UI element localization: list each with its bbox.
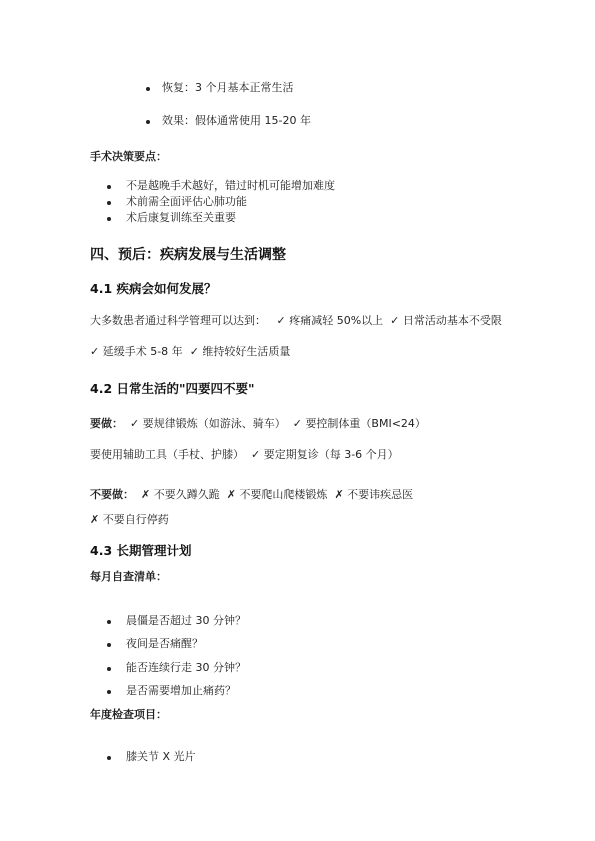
bullet-icon (146, 120, 150, 124)
check-icon: ✓ (189, 345, 199, 358)
bullet-icon (107, 756, 111, 760)
subsection-title: 4.1 疾病会如何发展？ (90, 281, 217, 296)
dont-item: 不要讳疾忌医 (347, 488, 414, 501)
list-item: 不是越晚手术越好，错过时机可能增加难度 (126, 179, 335, 192)
cross-icon: ✗ (226, 488, 236, 501)
bullet-icon (107, 620, 111, 624)
section-title: 四、预后：疾病发展与生活调整 (90, 247, 286, 263)
bullet-icon (107, 690, 111, 694)
list-item: 是否需要增加止痛药？ (126, 684, 236, 697)
do-paragraph (90, 416, 426, 432)
dont-paragraph (90, 487, 413, 503)
dont-item: 不要爬山爬楼锻炼 (239, 488, 328, 501)
do-item: 要控制体重（BMI<24） (305, 417, 426, 430)
check-icon: ✓ (276, 314, 286, 327)
list-item: 术前需全面评估心肺功能 (126, 195, 247, 208)
bullet-icon (107, 667, 111, 671)
monthly-heading: 每月自查清单： (90, 570, 167, 583)
list-item: 膝关节 X 光片 (126, 750, 196, 763)
list-item: 术后康复训练至关重要 (126, 211, 236, 224)
cross-icon: ✗ (141, 488, 151, 501)
do-item: 要使用辅助工具（手杖、护膝） (90, 448, 244, 461)
check-icon: ✓ (130, 417, 140, 430)
check-item: 维持较好生活质量 (202, 345, 291, 358)
check-icon: ✓ (251, 448, 261, 461)
dont-label: 不要做： (90, 488, 134, 501)
check-item: 疼痛减轻 50%以上 (289, 314, 384, 327)
paragraph (90, 313, 502, 329)
do-item: 要定期复诊（每 3-6 个月） (263, 448, 399, 461)
bullet-icon (107, 201, 111, 205)
check-icon: ✓ (90, 345, 100, 358)
paragraph-text: 大多数患者通过科学管理可以达到： (90, 314, 266, 327)
bullet-icon (107, 185, 111, 189)
check-icon: ✓ (292, 417, 302, 430)
check-icon: ✓ (390, 314, 400, 327)
decision-heading: 手术决策要点： (90, 150, 167, 163)
dont-item: 不要久蹲久跪 (153, 488, 220, 501)
subsection-title: 4.2 日常生活的"四要四不要" (90, 381, 255, 396)
cross-icon: ✗ (90, 513, 100, 526)
dont-paragraph (90, 512, 169, 528)
list-item: 能否连续行走 30 分钟？ (126, 661, 246, 674)
bullet-icon (107, 643, 111, 647)
dont-item: 不要自行停药 (102, 513, 169, 526)
do-paragraph (90, 447, 399, 463)
list-item: 效果：假体通常使用 15-20 年 (162, 114, 311, 127)
check-item: 延缓手术 5-8 年 (102, 345, 183, 358)
check-item: 日常活动基本不受限 (402, 314, 502, 327)
cross-icon: ✗ (334, 488, 344, 501)
do-label: 要做： (90, 417, 123, 430)
paragraph (90, 344, 290, 360)
do-item: 要规律锻炼（如游泳、骑车） (142, 417, 286, 430)
bullet-icon (107, 217, 111, 221)
bullet-icon (146, 87, 150, 91)
annual-heading: 年度检查项目： (90, 708, 167, 721)
subsection-title: 4.3 长期管理计划 (90, 543, 192, 558)
list-item: 夜间是否痛醒？ (126, 637, 203, 650)
list-item: 晨僵是否超过 30 分钟？ (126, 614, 246, 627)
list-item: 恢复：3 个月基本正常生活 (162, 81, 294, 94)
